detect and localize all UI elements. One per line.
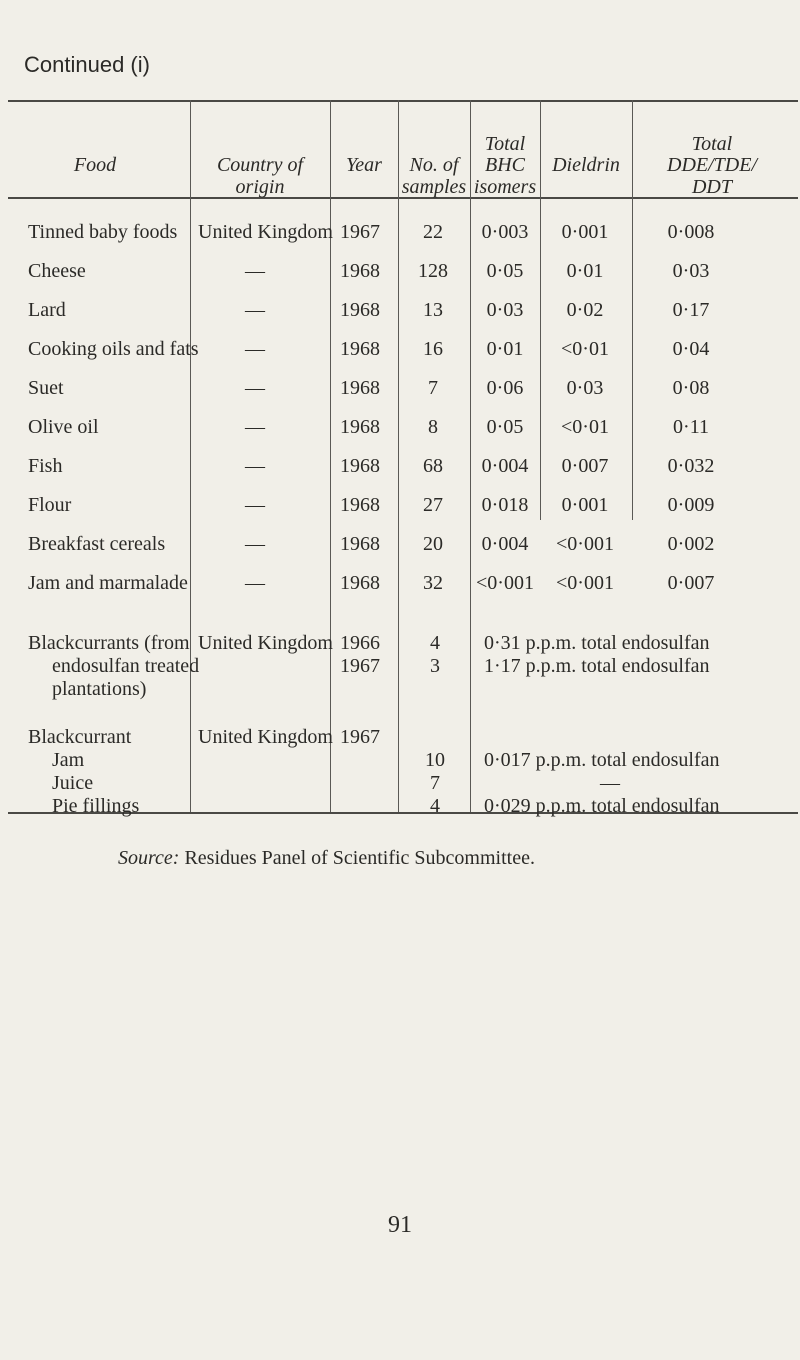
ddt-value: 0·002 xyxy=(667,533,715,555)
year: 1968 xyxy=(340,455,380,477)
header-bhc-line3: isomers xyxy=(473,176,537,198)
samples: 16 xyxy=(423,338,443,360)
dieldrin-value: 0·02 xyxy=(566,299,604,321)
bhc-value: 0·004 xyxy=(481,455,529,477)
samples: 7 xyxy=(430,772,440,794)
source-text: Residues Panel of Scientific Subcommittee. xyxy=(184,847,535,869)
table-row xyxy=(0,221,800,245)
food-name: Olive oil xyxy=(28,416,99,438)
source-label: Source: xyxy=(118,847,180,869)
year: 1968 xyxy=(340,533,380,555)
samples: 128 xyxy=(418,260,448,282)
country: — xyxy=(245,455,265,477)
samples: 10 xyxy=(425,749,445,771)
food-name: Tinned baby foods xyxy=(28,221,178,243)
bhc-value: 0·01 xyxy=(486,338,524,360)
country: — xyxy=(245,494,265,516)
bhc-value: 0·05 xyxy=(486,260,524,282)
food-name: Lard xyxy=(28,299,66,321)
header-samples-line1: No. of xyxy=(409,154,459,176)
table-row xyxy=(0,260,800,284)
ddt-value: 0·08 xyxy=(672,377,710,399)
top-rule xyxy=(8,100,798,102)
ddt-value: 0·007 xyxy=(667,572,715,594)
ddt-value: 0·17 xyxy=(672,299,710,321)
dieldrin-value: <0·01 xyxy=(561,338,609,360)
dieldrin-value: 0·007 xyxy=(561,455,609,477)
samples: 22 xyxy=(423,221,443,243)
endosulfan-result: 0·029 p.p.m. total endosulfan xyxy=(484,795,720,817)
dieldrin-value: 0·001 xyxy=(561,221,609,243)
food-name: Fish xyxy=(28,455,63,477)
country: — xyxy=(245,260,265,282)
table-row xyxy=(0,533,800,557)
year: 1967 xyxy=(340,221,380,243)
samples: 8 xyxy=(428,416,438,438)
bhc-value: 0·018 xyxy=(481,494,529,516)
table-row xyxy=(0,338,800,362)
samples: 20 xyxy=(423,533,443,555)
sub-item-name: Juice xyxy=(52,772,94,794)
header-year: Year xyxy=(346,154,382,176)
table-row xyxy=(0,377,800,401)
country: — xyxy=(245,377,265,399)
dieldrin-value: 0·03 xyxy=(566,377,604,399)
country: — xyxy=(245,533,265,555)
bhc-value: 0·003 xyxy=(481,221,529,243)
ddt-value: 0·009 xyxy=(667,494,715,516)
country: — xyxy=(245,299,265,321)
bhc-value: <0·001 xyxy=(476,572,534,594)
header-ddt-line1: Total xyxy=(691,133,733,155)
continued-heading: Continued (i) xyxy=(24,52,150,77)
food-name-cont: endosulfan treated xyxy=(52,655,200,677)
samples: 32 xyxy=(423,572,443,594)
food-name: Jam and marmalade xyxy=(28,572,188,594)
year: 1968 xyxy=(340,377,380,399)
table-row xyxy=(0,572,800,596)
samples: 7 xyxy=(428,377,438,399)
year: 1968 xyxy=(340,416,380,438)
header-ddt-line3: DDT xyxy=(691,176,732,198)
ddt-value: 0·04 xyxy=(672,338,710,360)
country: United Kingdom xyxy=(198,221,333,243)
year: 1967 xyxy=(340,655,380,677)
ddt-value: 0·008 xyxy=(667,221,715,243)
header-country-line1: Country of xyxy=(216,154,304,176)
samples: 27 xyxy=(423,494,443,516)
ddt-value: 0·03 xyxy=(672,260,710,282)
samples: 13 xyxy=(423,299,443,321)
page-number: 91 xyxy=(388,1212,412,1238)
header-country-line2: origin xyxy=(235,176,285,198)
ddt-value: 0·032 xyxy=(667,455,715,477)
header-food: Food xyxy=(73,154,117,176)
country: United Kingdom xyxy=(198,632,333,654)
country: — xyxy=(245,572,265,594)
food-name: Cheese xyxy=(28,260,86,282)
table-row xyxy=(0,416,800,440)
header-samples-line2: samples xyxy=(401,176,467,198)
food-name: Blackcurrant xyxy=(28,726,132,748)
sub-item-name: Jam xyxy=(52,749,85,771)
header-dieldrin: Dieldrin xyxy=(552,154,620,176)
food-name: Blackcurrants (from xyxy=(28,632,190,654)
endosulfan-result: 0·017 p.p.m. total endosulfan xyxy=(484,749,720,771)
food-name: Breakfast cereals xyxy=(28,533,166,555)
table-row xyxy=(0,455,800,479)
dieldrin-value: 0·001 xyxy=(561,494,609,516)
dieldrin-value: 0·01 xyxy=(566,260,604,282)
ddt-value: 0·11 xyxy=(673,416,709,438)
table-row xyxy=(0,494,800,518)
bhc-value: 0·06 xyxy=(486,377,524,399)
year: 1967 xyxy=(340,726,380,748)
endosulfan-result: 1·17 p.p.m. total endosulfan xyxy=(484,655,710,677)
country: — xyxy=(245,338,265,360)
sub-item-name: Pie fillings xyxy=(52,795,140,817)
food-name: Flour xyxy=(28,494,72,516)
source-note xyxy=(118,847,535,870)
samples: 4 xyxy=(430,795,440,817)
country: — xyxy=(245,416,265,438)
samples: 68 xyxy=(423,455,443,477)
bhc-value: 0·05 xyxy=(486,416,524,438)
header-ddt-line2: DDE/TDE/ xyxy=(667,154,757,176)
header-bhc-line1: Total xyxy=(484,133,526,155)
bhc-value: 0·004 xyxy=(481,533,529,555)
year: 1968 xyxy=(340,494,380,516)
endosulfan-result: 0·31 p.p.m. total endosulfan xyxy=(484,632,710,654)
year: 1968 xyxy=(340,260,380,282)
year: 1968 xyxy=(340,299,380,321)
dieldrin-value: <0·01 xyxy=(561,416,609,438)
dieldrin-value: <0·001 xyxy=(556,533,614,555)
food-name-cont: plantations) xyxy=(52,678,147,700)
endosulfan-result: — xyxy=(600,772,620,794)
samples: 3 xyxy=(430,655,440,677)
samples: 4 xyxy=(430,632,440,654)
header-bhc-line2: BHC xyxy=(485,154,525,176)
year: 1966 xyxy=(340,632,380,654)
year: 1968 xyxy=(340,572,380,594)
year: 1968 xyxy=(340,338,380,360)
food-name: Suet xyxy=(28,377,64,399)
food-name: Cooking oils and fats xyxy=(28,338,199,360)
bhc-value: 0·03 xyxy=(486,299,524,321)
country: United Kingdom xyxy=(198,726,333,748)
table-row xyxy=(0,299,800,323)
dieldrin-value: <0·001 xyxy=(556,572,614,594)
